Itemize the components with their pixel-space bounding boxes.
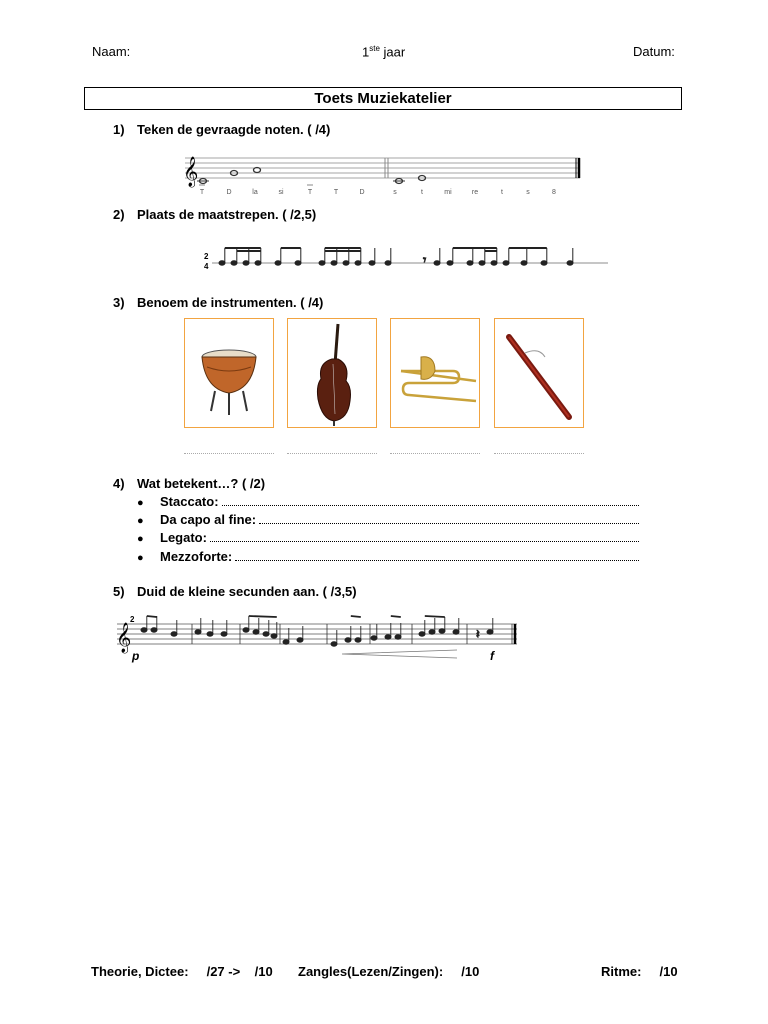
rhythm-note xyxy=(255,261,261,265)
question-1: 1) Teken de gevraagde noten. ( /4) xyxy=(113,122,331,137)
rhythm-note xyxy=(503,261,509,265)
melody-note xyxy=(141,628,147,632)
bassoon-icon xyxy=(495,319,582,426)
beam xyxy=(391,616,401,617)
svg-text:4: 4 xyxy=(204,262,209,271)
rhythm-note xyxy=(467,261,473,265)
melody-note xyxy=(429,630,435,634)
definition-row xyxy=(137,530,639,545)
rhythm-note xyxy=(343,261,349,265)
name-label: Naam: xyxy=(92,44,131,59)
melody-note xyxy=(355,638,361,642)
melody-note xyxy=(297,638,303,642)
instrument-frame-1 xyxy=(184,318,274,428)
melody-note xyxy=(171,632,177,636)
rhythm-note xyxy=(331,261,337,265)
instrument-frame-2 xyxy=(287,318,377,428)
time-signature: 2 xyxy=(130,615,135,624)
timpani-icon xyxy=(185,319,272,426)
question-5: 5) Duid de kleine secunden aan. ( /3,5) xyxy=(113,584,357,599)
bullet-icon: ● xyxy=(137,497,144,509)
note-label: T xyxy=(199,189,205,196)
trombone-icon xyxy=(391,319,478,426)
question-4: 4) Wat betekent…? ( /2) xyxy=(113,476,266,491)
dynamic-piano: p xyxy=(132,649,140,663)
year-label: 1ste jaar xyxy=(362,44,406,60)
melody-note xyxy=(283,640,289,644)
rhythm-note xyxy=(243,261,249,265)
answer-line[interactable] xyxy=(390,452,480,454)
melody-note xyxy=(243,628,249,632)
melody-note xyxy=(439,629,445,633)
note-label: D xyxy=(359,189,365,196)
melody-note xyxy=(151,628,157,632)
melody-note xyxy=(345,638,351,642)
beam xyxy=(351,616,361,617)
rhythm-note xyxy=(231,261,237,265)
melody-note xyxy=(253,630,259,634)
rhythm-note xyxy=(434,261,440,265)
rhythm-note xyxy=(567,261,573,265)
bullet-icon: ● xyxy=(137,533,144,545)
beam xyxy=(249,616,277,617)
answer-line[interactable] xyxy=(494,452,584,454)
answer-line[interactable] xyxy=(210,541,639,542)
footer-theory: Theorie, Dictee: /27 -> /10 xyxy=(91,964,273,979)
note-label: 8 xyxy=(552,189,556,196)
rhythm-note xyxy=(385,261,391,265)
double-bass-icon xyxy=(288,319,375,426)
definition-row xyxy=(137,512,639,527)
time-signature: 2 xyxy=(204,252,209,261)
date-label: Datum: xyxy=(633,44,675,59)
note-label: D xyxy=(226,189,232,196)
melody-note xyxy=(385,635,391,639)
rhythm-line xyxy=(200,242,612,274)
rhythm-note xyxy=(275,261,281,265)
melody-note xyxy=(419,632,425,636)
definition-term: Mezzoforte: xyxy=(160,549,233,564)
footer-ritme: Ritme: /10 xyxy=(601,964,678,979)
note-label: t xyxy=(421,189,423,196)
note-label: la xyxy=(252,189,258,196)
beam xyxy=(147,616,157,617)
instrument-frame-3 xyxy=(390,318,480,428)
note-label: T xyxy=(307,189,313,196)
rhythm-note xyxy=(295,261,301,265)
answer-line[interactable] xyxy=(184,452,274,454)
rhythm-note xyxy=(355,261,361,265)
definition-term: Staccato: xyxy=(160,494,219,509)
bullet-icon: ● xyxy=(137,515,144,527)
definition-term: Da capo al fine: xyxy=(160,512,257,527)
instrument-frame-4 xyxy=(494,318,584,428)
note-label: re xyxy=(471,189,479,196)
rest-icon: 𝄽 xyxy=(476,627,480,641)
footer-zangles: Zangles(Lezen/Zingen): /10 xyxy=(298,964,480,979)
melody-note xyxy=(331,642,337,646)
melody-note xyxy=(487,630,493,634)
question-2: 2) Plaats de maatstrepen. ( /2,5) xyxy=(113,207,317,222)
definition-row xyxy=(137,494,639,509)
melody-staff xyxy=(112,610,522,666)
bullet-icon: ● xyxy=(137,552,144,564)
answer-line[interactable] xyxy=(235,560,639,561)
melody-note xyxy=(271,634,277,638)
rhythm-note xyxy=(319,261,325,265)
note-label: mi xyxy=(444,189,452,196)
answer-line[interactable] xyxy=(287,452,377,454)
rest-icon: 𝄾 xyxy=(423,253,427,267)
rhythm-note xyxy=(521,261,527,265)
crescendo-icon xyxy=(342,650,457,658)
page-title: Toets Muziekatelier xyxy=(84,87,682,110)
rhythm-note xyxy=(369,261,375,265)
treble-clef-icon: 𝄞 xyxy=(183,156,199,186)
rhythm-note xyxy=(541,261,547,265)
rhythm-note xyxy=(447,261,453,265)
beam xyxy=(425,616,445,617)
note-staff xyxy=(180,150,585,200)
melody-note xyxy=(221,632,227,636)
melody-note xyxy=(371,636,377,640)
rhythm-note xyxy=(479,261,485,265)
note-label: t xyxy=(501,189,503,196)
note-label: T xyxy=(333,189,339,196)
melody-note xyxy=(395,635,401,639)
rhythm-note xyxy=(219,261,225,265)
treble-clef-icon: 𝄞 xyxy=(116,622,132,652)
rhythm-note xyxy=(491,261,497,265)
dynamic-forte: f xyxy=(490,649,494,663)
melody-note xyxy=(207,632,213,636)
definition-row xyxy=(137,549,639,564)
answer-line[interactable] xyxy=(259,523,639,524)
note-label: s xyxy=(526,189,530,196)
definition-term: Legato: xyxy=(160,530,207,545)
melody-note xyxy=(453,630,459,634)
question-3: 3) Benoem de instrumenten. ( /4) xyxy=(113,295,324,310)
melody-note xyxy=(263,632,269,636)
note-label: s xyxy=(393,189,397,196)
answer-line[interactable] xyxy=(222,505,639,506)
note-label: si xyxy=(278,189,284,196)
melody-note xyxy=(195,630,201,634)
